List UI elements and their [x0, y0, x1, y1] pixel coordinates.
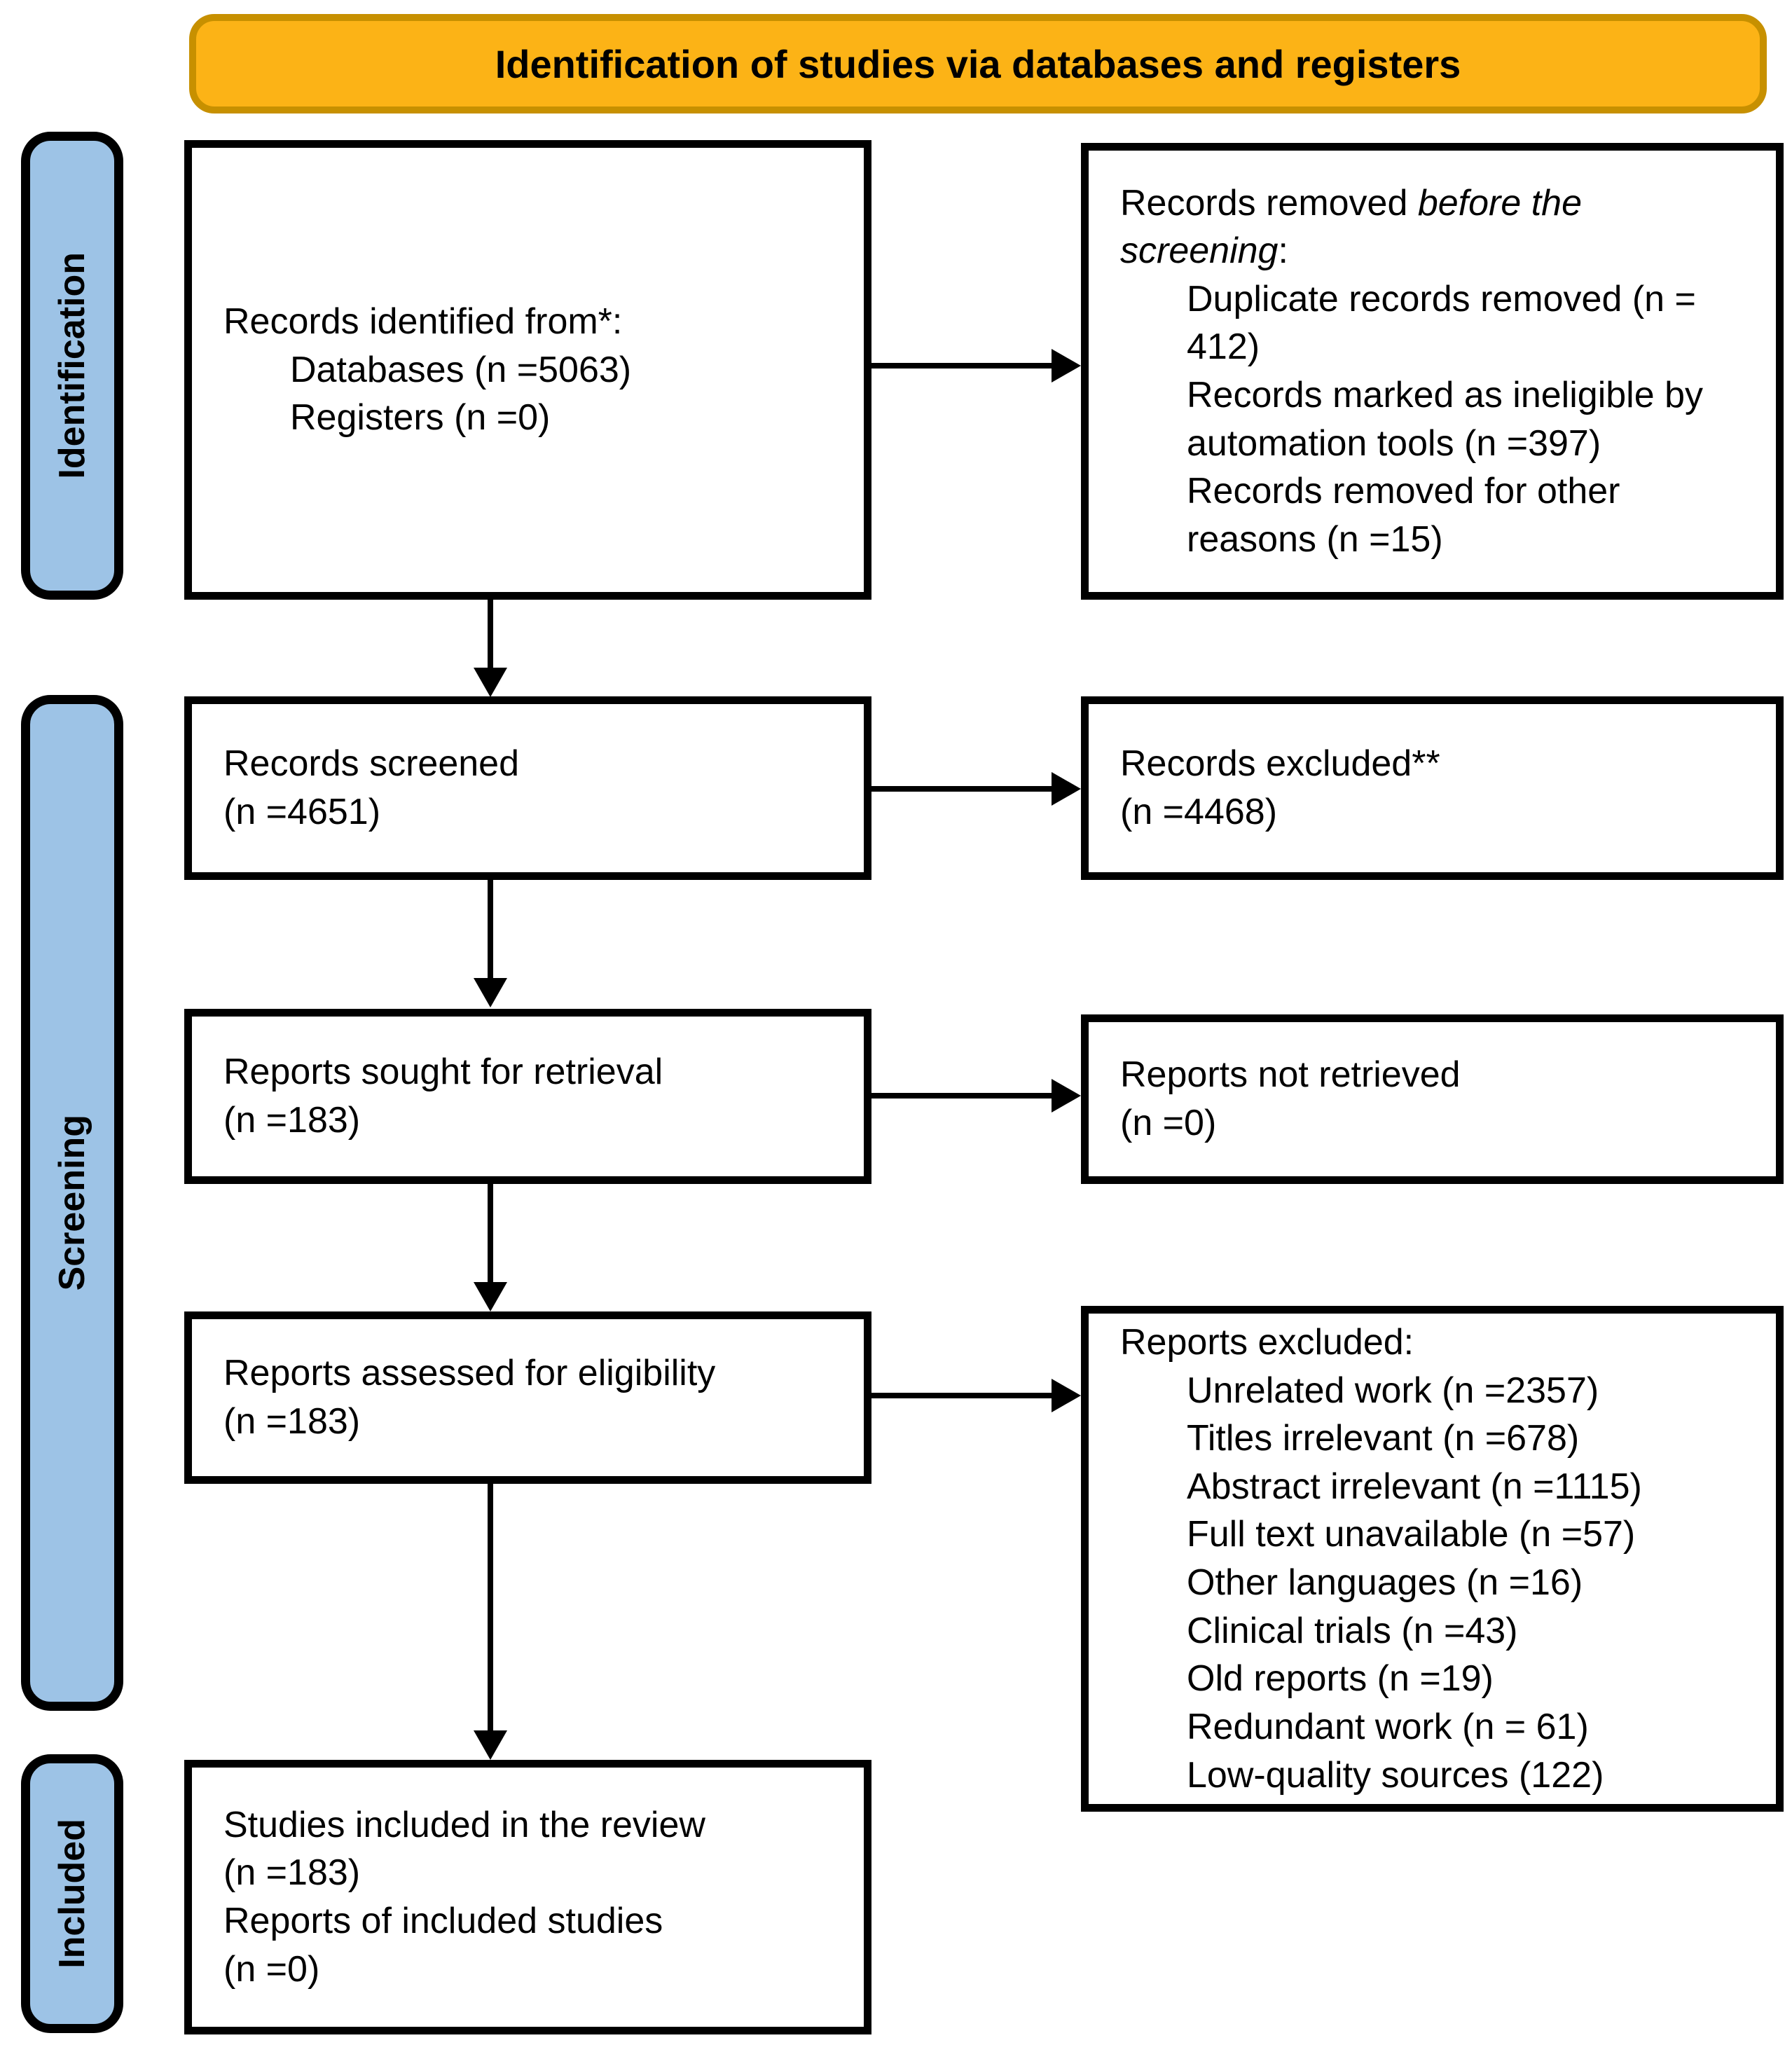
- reports-not-retrieved-line: Reports not retrieved: [1120, 1054, 1461, 1096]
- stage-label-screening: Screening: [52, 1115, 92, 1291]
- stage-label-identification: Identification: [52, 252, 92, 479]
- arrow-screened-to-sought-line: [488, 880, 493, 978]
- reports-excluded-item: Unrelated work (n =2357): [1187, 1370, 1599, 1411]
- records-removed-heading-suffix: :: [1278, 230, 1288, 272]
- records-removed-heading: [1120, 179, 1758, 275]
- records-removed-heading-italic: before the screening: [1120, 182, 1583, 272]
- arrow-identified-to-screened-line: [488, 600, 493, 668]
- reports-not-retrieved-count: (n =0): [1120, 1103, 1217, 1143]
- records-excluded-line: Records excluded**: [1120, 743, 1440, 785]
- box-reports-assessed: [184, 1311, 871, 1484]
- reports-excluded-heading: Reports excluded:: [1120, 1321, 1414, 1363]
- records-removed-item: Duplicate records removed (n = 412): [1187, 278, 1696, 368]
- reports-included-count: (n =0): [223, 1948, 320, 1990]
- studies-included-line: Studies included in the review: [223, 1804, 705, 1845]
- reports-sought-line: Reports sought for retrieval: [223, 1052, 663, 1093]
- records-screened-line: Records screened: [223, 743, 519, 785]
- records-excluded-count: (n =4468): [1120, 792, 1278, 832]
- arrow-identified-to-screened-head-icon: [474, 668, 507, 697]
- reports-sought-count: (n =183): [223, 1100, 361, 1141]
- reports-excluded-item: Clinical trials (n =43): [1187, 1610, 1518, 1651]
- box-reports-sought: [184, 1009, 871, 1184]
- stage-rail-screening: [21, 695, 123, 1711]
- arrow-screened-to-excluded-head-icon: [1052, 772, 1081, 806]
- arrow-sought-to-assessed-head-icon: [474, 1282, 507, 1311]
- box-studies-included: [184, 1760, 871, 2034]
- arrow-screened-to-sought-head-icon: [474, 978, 507, 1007]
- arrow-assessed-to-included-line: [488, 1484, 493, 1730]
- records-identified-heading: Records identified from*:: [223, 301, 623, 343]
- reports-excluded-item: Old reports (n =19): [1187, 1658, 1494, 1700]
- box-records-screened: [184, 696, 871, 880]
- banner-title: Identification of studies via databases and registers: [495, 41, 1461, 86]
- box-records-excluded: [1081, 696, 1784, 880]
- box-reports-not-retrieved: [1081, 1014, 1784, 1184]
- records-removed-item: Records marked as ineligible by automation tools (n =397): [1187, 375, 1704, 464]
- reports-excluded-item: Abstract irrelevant (n =1115): [1187, 1466, 1642, 1507]
- reports-excluded-item: Other languages (n =16): [1187, 1562, 1583, 1603]
- records-identified-item: Databases (n =5063): [290, 349, 632, 390]
- records-screened-count: (n =4651): [223, 792, 381, 832]
- arrow-sought-to-not-retrieved-head-icon: [1052, 1079, 1081, 1113]
- arrow-identified-to-removed-line: [871, 363, 1052, 369]
- stage-label-included: Included: [52, 1819, 92, 1969]
- studies-included-count: (n =183): [223, 1852, 361, 1894]
- box-reports-excluded-reasons: [1081, 1306, 1784, 1812]
- reports-excluded-item: Full text unavailable (n =57): [1187, 1514, 1636, 1555]
- reports-excluded-item: Low-quality sources (122): [1187, 1754, 1604, 1796]
- records-removed-heading-normal: Records removed: [1120, 182, 1418, 223]
- stage-rail-included: [21, 1754, 123, 2033]
- arrow-identified-to-removed-head-icon: [1052, 349, 1081, 383]
- arrow-sought-to-not-retrieved-line: [871, 1093, 1052, 1099]
- arrow-assessed-to-excluded-reasons-line: [871, 1393, 1052, 1398]
- arrow-assessed-to-excluded-reasons-head-icon: [1052, 1379, 1081, 1412]
- arrow-screened-to-excluded-line: [871, 786, 1052, 792]
- box-records-identified: [184, 140, 871, 600]
- reports-excluded-item: Titles irrelevant (n =678): [1187, 1418, 1580, 1459]
- records-removed-item: Records removed for other reasons (n =15): [1187, 471, 1620, 560]
- reports-assessed-count: (n =183): [223, 1401, 361, 1442]
- arrow-sought-to-assessed-line: [488, 1184, 493, 1282]
- box-records-removed: [1081, 143, 1784, 600]
- reports-included-line: Reports of included studies: [223, 1901, 663, 1941]
- reports-excluded-item: Redundant work (n = 61): [1187, 1706, 1589, 1747]
- banner-title-box: [189, 14, 1767, 113]
- records-identified-item: Registers (n =0): [290, 397, 551, 439]
- arrow-assessed-to-included-head-icon: [474, 1730, 507, 1760]
- stage-rail-identification: [21, 132, 123, 600]
- reports-assessed-line: Reports assessed for eligibility: [223, 1353, 716, 1394]
